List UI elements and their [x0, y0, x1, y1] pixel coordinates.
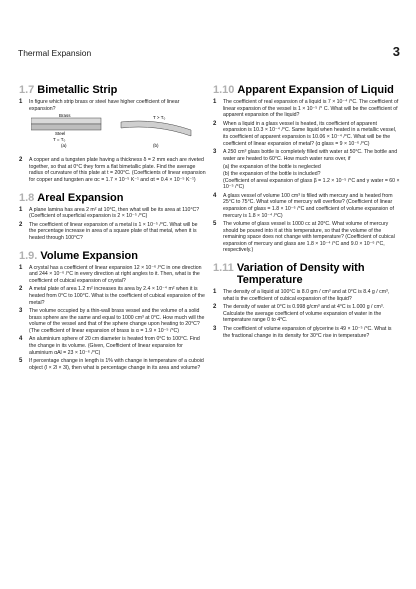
section-heading — [19, 84, 206, 96]
question: 4 A glass vessel of volume 100 cm³ is filled with mercury and is heated from 25°C to 75°C. What volume of mercury will overflow? (Coefficient of linear expansion of glass = 1.8 × 10⁻⁶ /°C and coefficient of volume expansion of mercury is 1.8 × 10⁻⁴ /°C) — [213, 192, 394, 219]
section-heading — [19, 250, 206, 262]
brass-label: Brass — [59, 114, 71, 119]
t1-label: T > T₀ — [153, 115, 166, 121]
section-heading — [213, 262, 400, 286]
question: 1 The coefficient of real expansion of a liquid is 7 × 10⁻⁴ /°C. The coefficient of linear expansion of the vessel is 1 × 10⁻⁵ /° C. What will be the coefficient of apparent expansion of the liquid? — [213, 99, 399, 119]
right-column — [213, 84, 400, 341]
question: 3 A 250 cm³ glass bottle is completely filled with water at 50°C. The bottle and water are heated to 60°C. How much water runs over, if — [213, 149, 398, 162]
bent-strip — [121, 121, 191, 136]
section-title: Volume Expansion — [40, 249, 138, 262]
steel-strip — [31, 124, 101, 130]
sub-part: (b) the expansion of the bottle is included? — [223, 170, 321, 177]
section-number: 1.8 — [19, 191, 35, 204]
section-title: Bimetallic Strip — [37, 84, 118, 96]
question: 3 The volume occupied by a thin-wall brass vessel and the volume of a solid brass sphere are the same and equal to 1000 cm³ at 0°C. How much will the volume of the vessel and that of the sphere change upon heating to 20°C? (The coefficient of linear expansion of brass is α = 1.9 × 10⁻⁵ /°C) — [19, 308, 205, 334]
question: 5 If percentage change in length is 1% with change in temperature of a cuboid object (l × 2l × 3l), then what is percentage change in its area and volume? — [19, 358, 204, 371]
section-title: Variation of Density with Temperature — [236, 262, 365, 287]
t0-label: T = T₀ — [53, 137, 66, 143]
question: 5 The volume of glass vessel is 1000 cc at 20°C. What volume of mercury should be poured into it at this temperature, so that the volume of the remaining space does not change with temperature? (Coefficient of cubical expansion of mercury and glass are 1.8 × 10⁻⁴ /°C and 9.0 × 10⁻⁶ /°C, respectively.) — [213, 221, 395, 254]
section-number: 1.9. — [19, 249, 38, 262]
fig-a-label: (a) — [61, 143, 67, 149]
sub-part: (a) the expansion of the bottle is neglected — [223, 164, 321, 171]
question: 2 The density of water at 0°C is 0.998 g/cm³ and at 4°C is 1.000 g / cm³. Calculate the average coefficient of volume expansion of water in the temperature range 0 to 4°C. — [213, 304, 384, 324]
brass-strip — [31, 118, 101, 124]
steel-label: Steel — [55, 131, 66, 137]
bimetallic-strip-figure — [31, 114, 206, 154]
question: 1 A crystal has a coefficient of linear expansion 12 × 10⁻⁶ /°C in one direction and 244 × 10⁻⁶ /°C in every direction at right angles to it. Then, what is the coefficient of cubical expansion of crystal? — [19, 264, 202, 284]
question: 2 When a liquid in a glass vessel is heated, its coefficient of apparent expansion is 10.3 × 10⁻⁴ /°C. Same liquid when heated in a metallic vessel, its coefficient of apparent expansion is 10.06 × 10⁻⁴ /°C. What will be the coefficient of linear expansion of metal? (α glass = 9 × 10⁻⁶ /°C) — [213, 120, 397, 147]
question: 2 A copper and a tungsten plate having a thickness δ = 2 mm each are riveted together, so that at 0°C they form a flat bimetallic plate. Find the average radius of curvature of this plate at t = 200°C. (Coefficients of linear expansion for copper and tungsten are αc = 1.7 × 10⁻⁵ K⁻¹ and αt = 0.4 × 10⁻⁵ K⁻¹) — [19, 157, 206, 183]
question: 1 The density of a liquid at 100°C is 8.0 gm / cm³ and at 0°C is 8.4 g / cm³, what is the coefficient of cubical expansion of the liquid? — [213, 289, 390, 302]
question: 3 The coefficient of volume expansion of glycerine is 49 × 10⁻⁵ /°C. What is the fractional change in its density for 30°C rise in temperature? — [213, 326, 392, 339]
section-number: 1.7 — [19, 84, 35, 96]
section-heading — [213, 84, 400, 96]
section-title: Areal Expansion — [37, 191, 124, 204]
question: 2 A metal plate of area 1.2 m² increases its area by 2.4 × 10⁻⁴ m² when it is heated from 0°C to 100°C. What is the coefficient of cubical expansion of the metal? — [19, 286, 205, 306]
question: 4 An aluminium sphere of 20 cm diameter is heated from 0°C to 100°C. Find the change in its volume. (Given, Coefficient of linear expansion for aluminium αAl = 23 × 10⁻⁶ /°C) — [19, 336, 200, 356]
left-column — [19, 84, 206, 373]
given-data: (Coefficient of areal expansion of glass β = 1.2 × 10⁻⁵ /°C and γ water = 60 × 10⁻⁵ /°C) — [223, 177, 400, 191]
chapter-title: Thermal Expansion — [18, 48, 92, 58]
section-number: 1.11 — [213, 262, 234, 275]
section-heading — [19, 192, 206, 204]
strip-diagram — [31, 114, 201, 154]
question: 1 In figure which strip brass or steel have higher coefficient of linear expansion? — [19, 99, 180, 112]
page-header — [18, 44, 400, 59]
fig-b-label: (b) — [153, 143, 159, 149]
section-title: Apparent Expansion of Liquid — [237, 84, 394, 96]
page-number: 3 — [392, 44, 400, 59]
section-number: 1.10 — [213, 84, 235, 96]
question: 2 The coefficient of linear expansion of a metal is 1 × 10⁻⁵ /°C. What will be the percentage increase in area of a square plate of that metal, when it is heated through 100°C? — [19, 221, 198, 241]
question: 1 A plane lamina has area 2 m² at 10°C, then what will be its area at 110°C? (Coefficient of superficial expansion is 2 × 10⁻⁵ /°C) — [19, 206, 200, 220]
